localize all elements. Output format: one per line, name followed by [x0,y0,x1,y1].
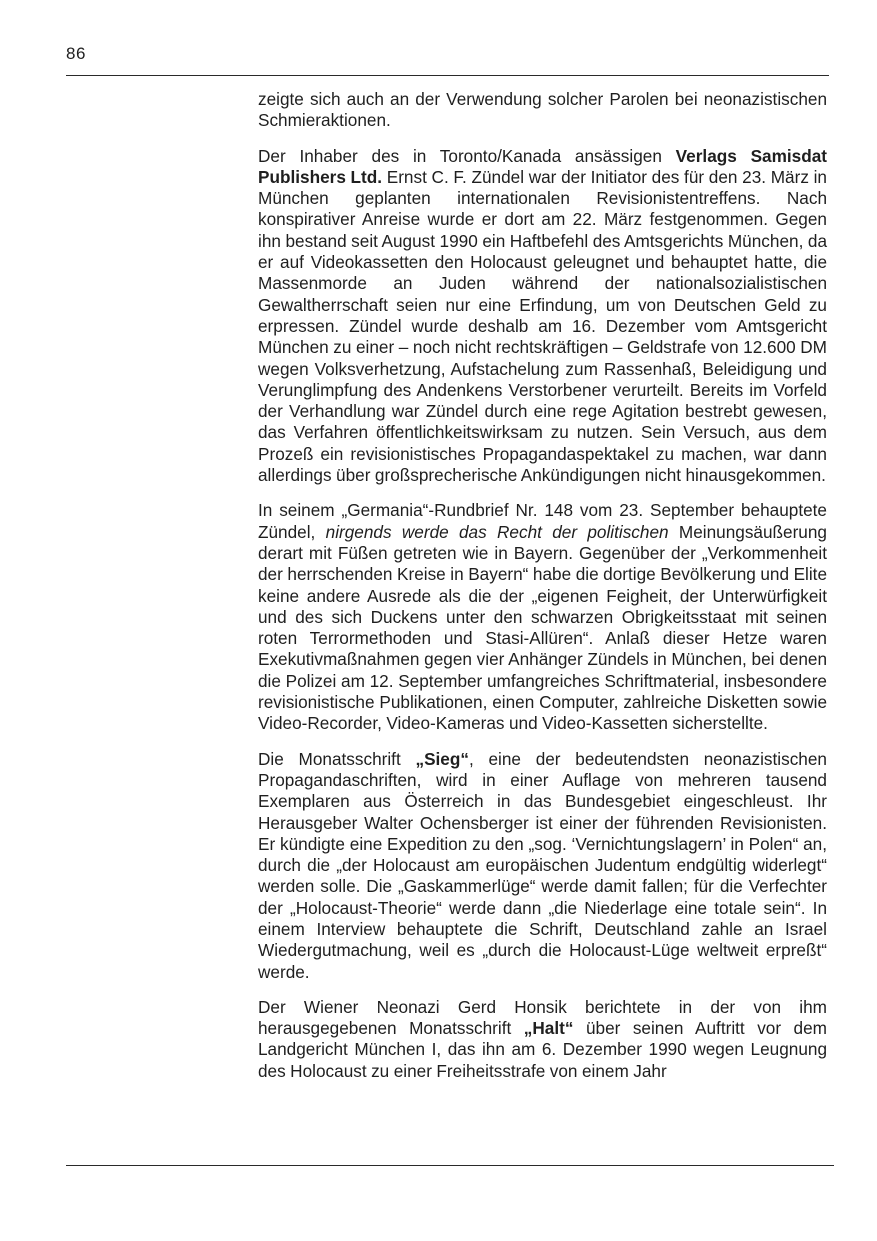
publisher-name: Verlags Samisdat Publishers Ltd. [258,145,827,187]
text-run: In seinem „Germania“-Rundbrief Nr. 148 vom 23. September behauptete Zündel, [258,500,827,542]
page-number: 86 [66,44,86,63]
text-run: über seinen Auftritt vor dem Landgericht München I, das ihn am 6. Dezember 1990 wegen Leugnung des Holocaust zu einer Freiheitsstrafe von einem Jahr [258,1018,827,1081]
paragraph [258,146,827,487]
paragraph [258,749,827,983]
header-rule [66,75,829,76]
footer-rule [66,1165,834,1166]
text-run: Meinungsäußerung derart mit Füßen getreten wie in Bayern. Gegenüber der „Verkommenheit der herrschenden Kreise in Bayern“ habe die dortige Bevölkerung und Elite keine andere Ausrede als die der „eigenen Feigheit, der Unterwürfigkeit und des sich Duckens unter den schwarzen Obrigkeitsstaat mit seinen roten Terrormethoden und Stasi-Allüren“. Anlaß dieser Hetze waren Exekutivmaßnahmen gegen vier Anhänger Zündels in München, bei denen die Polizei am 12. September umfangreiches Schriftmaterial, insbesondere revisionistische Publikationen, einen Computer, zahlreiche Disketten sowie Video-Recorder, Video-Kameras und Video-Kassetten sicherstellte. [258,521,827,734]
publication-title: „Sieg“ [415,748,469,769]
paragraph [258,997,827,1082]
text-run: zeigte sich auch an der Verwendung solcher Parolen bei neonazistischen Schmieraktionen. [258,89,827,131]
text-run: Der Inhaber des in Toronto/Kanada ansässigen [258,145,676,166]
body-text [258,89,827,1096]
publication-title: „Halt“ [523,1018,574,1039]
text-run: Der Wiener Neonazi Gerd Honsik berichtete in der von ihm herausgegebenen Monatsschrift [258,996,827,1039]
text-run: Die Monatsschrift [258,748,416,769]
text-run: Ernst C. F. Zündel war der Initiator des für den 23. März in München geplanten internationalen Revisionistentreffens. Nach konspirativer Anreise wurde er dort am 22. März festgenommen. Gegen ihn bestand seit August 1990 ein Haftbefehl des Amtsgerichts München, da er auf Videokassetten den Holocaust geleugnet und behauptet hatte, die Massenmorde an Juden während der nationalsozialistischen Gewaltherrschaft seien nur eine Erfindung, um von Deutschen Geld zu erpressen. Zündel wurde deshalb am 16. Dezember vom Amtsgericht München zu einer – noch nicht rechtskräftigen – Geldstrafe von 12.600 DM wegen Volksverhetzung, Aufstachelung zum Rassenhaß, Beleidigung und Verunglimpfung des Andenkens Verstorbener verurteilt. Bereits im Vorfeld der Verhandlung war Zündel durch eine rege Agitation bestrebt gewesen, das Verfahren öffentlichkeitswirksam zu nutzen. Sein Versuch, aus dem Prozeß ein revisionistisches Propagandaspektakel zu machen, war dann allerdings über großsprecherische Ankündigungen nicht hinausgekommen. [258,166,827,486]
italic-quote: nirgends werde das Recht der politischen [325,521,669,542]
text-run: , eine der bedeutendsten neonazistischen Propagandaschriften, wird in einer Auflage von mehreren tausend Exemplaren aus Österreich in das Bundesgebiet eingeschleust. Ihr Herausgeber Walter Ochensberger ist einer der führenden Revisionisten. Er kündigte eine Expedition zu den „sog. ‘Vernichtungslagern’ in Polen“ an, durch die „der Holocaust am europäischen Judentum endgültig widerlegt“ werden solle. Die „Gaskammerlüge“ werde damit fallen; für die Verfechter der „Holocaust-Theorie“ werde dann „die Niederlage eine totale sein“. In einem Interview behauptete die Schrift, Deutschland zahle an Israel Wiedergutmachung, weil es „durch die Holocaust-Lüge weltweit erpreßt“ werde. [258,748,827,982]
paragraph [258,89,827,132]
paragraph [258,500,827,734]
